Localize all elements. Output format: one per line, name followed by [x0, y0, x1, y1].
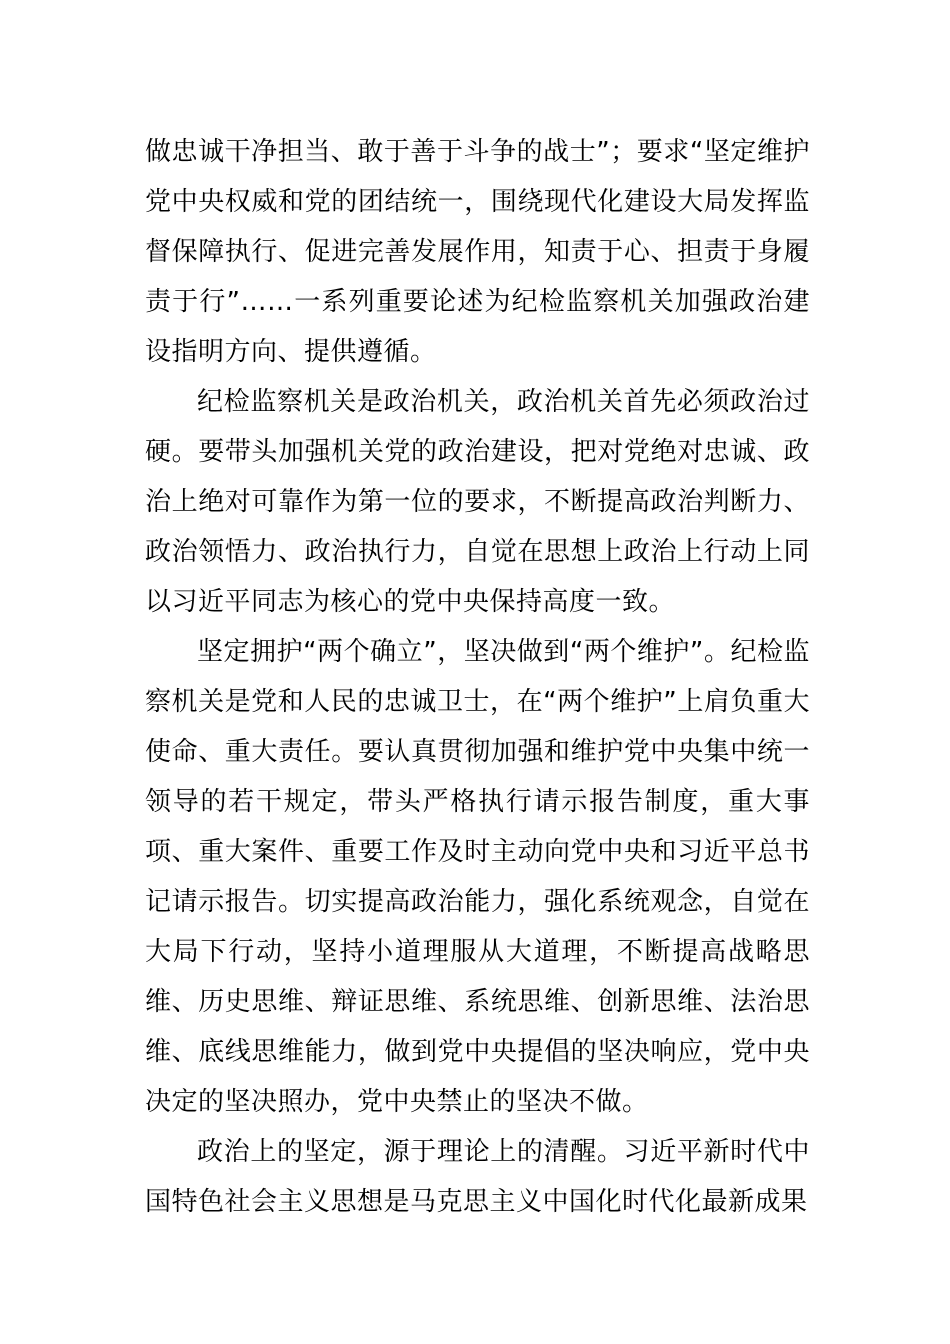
paragraph-theoretical-clarity: 政治上的坚定，源于理论上的清醒。习近平新时代中国特色社会主义思想是马克思主义中国化时代化最新成果 [145, 1137, 810, 1217]
paragraph-two-establishments: 坚定拥护“两个确立”，坚决做到“两个维护”。纪检监察机关是党和人民的忠诚卫士，在“两个维护”上肩负重大使命、重大责任。要认真贯彻加强和维护党中央集中统一领导的若干规定，带头严格执行请示报告制度，重大事项、重大案件、重要工作及时主动向党中央和习近平总书记请示报告。切实提高政治能力，强化系统观念，自觉在大局下行动，坚持小道理服从大道理，不断提高战略思维、历史思维、辩证思维、系统思维、创新思维、法治思维、底线思维能力，做到党中央提倡的坚决响应，党中央决定的坚决照办，党中央禁止的坚决不做。 [145, 637, 810, 1117]
paragraph-political-organ: 纪检监察机关是政治机关，政治机关首先必须政治过硬。要带头加强机关党的政治建设，把对党绝对忠诚、政治上绝对可靠作为第一位的要求，不断提高政治判断力、政治领悟力、政治执行力，自觉在思想上政治上行动上同以习近平同志为核心的党中央保持高度一致。 [145, 387, 810, 617]
paragraph-continued: 做忠诚干净担当、敢于善于斗争的战士”；要求“坚定维护党中央权威和党的团结统一，围绕现代化建设大局发挥监督保障执行、促进完善发展作用，知责于心、担责于身履责于行”……一系列重要论述为纪检监察机关加强政治建设指明方向、提供遵循。 [145, 137, 810, 367]
document-body [145, 127, 810, 1227]
